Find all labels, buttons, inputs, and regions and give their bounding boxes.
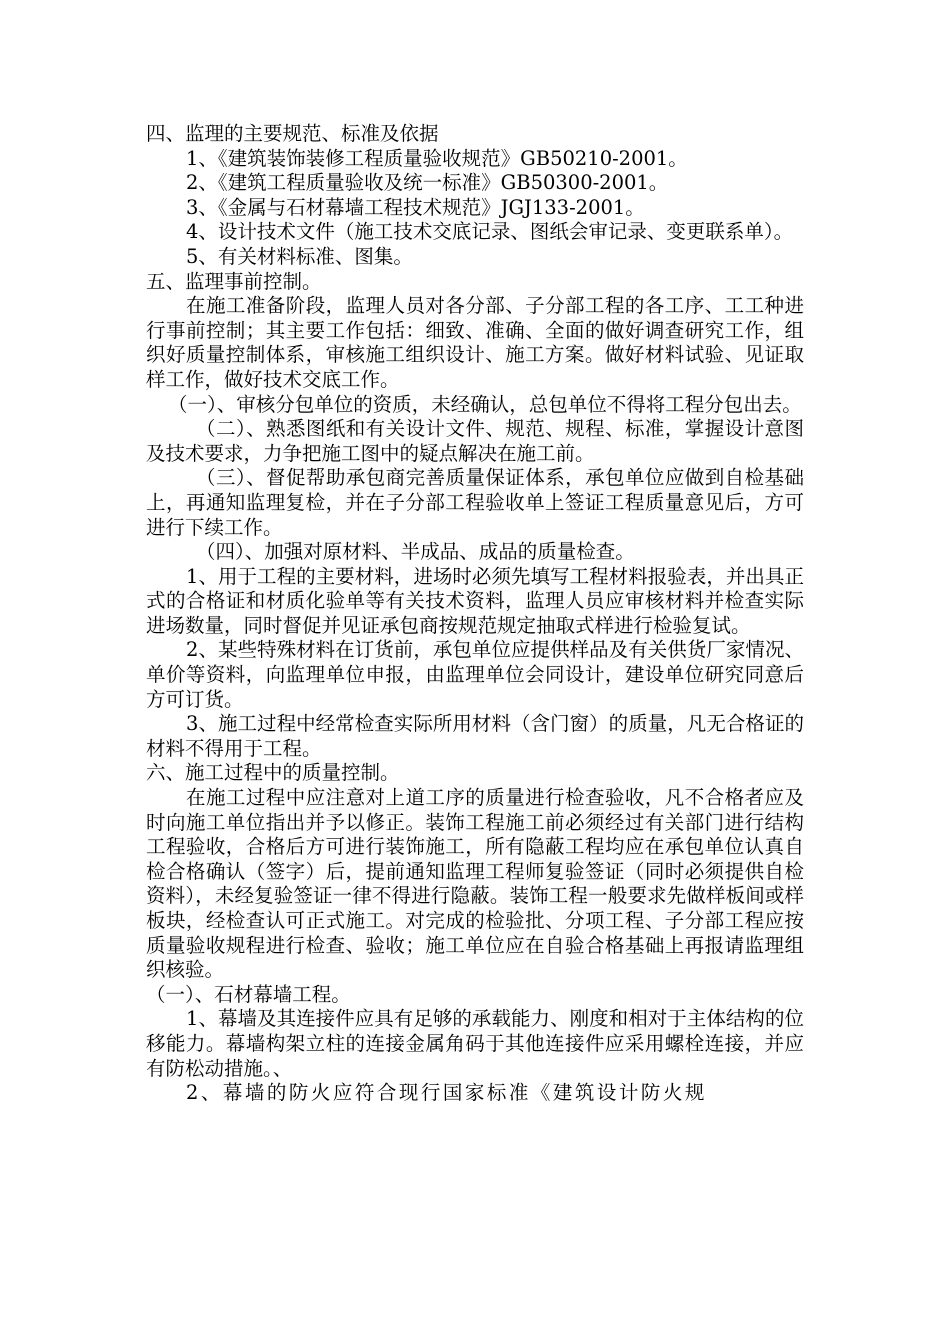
body-paragraph: 在施工过程中应注意对上道工序的质量进行检查验收，凡不合格者应及时向施工单位指出并予以修正。装饰工程施工前必须经过有关部门进行结构工程验收，合格后方可进行装饰施工，所有隐蔽工程均应在承包单位认真自检合格确认（签字）后，提前通知监理工程师复验签证（同时必须提供自检资料），未经复验签证一律不得进行隐蔽。装饰工程一般要求先做样板间或样板块，经检查认可正式施工。对完成的检验批、分项工程、子分部工程应按质量验收规程进行检查、验收；施工单位应在自验合格基础上再报请监理组织核验。 [146,786,804,982]
list-item: 3、《金属与石材幕墙工程技术规范》JGJ133-2001。 [186,195,645,219]
list-item: 1、用于工程的主要材料，进场时必须先填写工程材料报验表，并出具正式的合格证和材质化验单等有关技术资料，监理人员应审核材料并检查实际进场数量，同时督促并见证承包商按规范规定抽取式样进行检验复试。 [146,564,804,637]
list-item: 4、设计技术文件（施工技术交底记录、图纸会审记录、变更联系单）。 [186,220,794,244]
subsection-heading: （四）、加强对原材料、半成品、成品的质量检查。 [196,540,635,564]
list-item: 5、有关材料标准、图集。 [186,244,413,268]
list-item: 3、施工过程中经常检查实际所用材料（含门窗）的质量，凡无合格证的材料不得用于工程。 [146,712,804,760]
body-paragraph: 在施工准备阶段，监理人员对各分部、子分部工程的各工序、工工种进行事前控制；其主要工作包括：细致、准确、全面的做好调查研究工作，组织好质量控制体系，审核施工组织设计、施工方案。做好材料试验、见证取样工作，做好技术交底工作。 [146,294,804,391]
subsection-heading: （一）、石材幕墙工程。 [146,982,351,1006]
section-heading-6: 六、施工过程中的质量控制。 [146,761,400,785]
section-heading-5: 五、监理事前控制。 [146,269,322,293]
list-item: 1、幕墙及其连接件应具有足够的承载能力、刚度和相对于主体结构的位移能力。幕墙构架立柱的连接金属角码于其他连接件应采用螺栓连接，并应有防松动措施。、 [146,1007,804,1080]
list-item: 2、某些特殊材料在订货前，承包单位应提供样品及有关供货厂家情况、单价等资料，向监理单位申报，由监理单位会同设计，建设单位研究同意后方可订货。 [146,638,804,711]
subsection-paragraph: （三）、督促帮助承包商完善质量保证体系，承包单位应做到自检基础上，再通知监理复检，并在子分部工程验收单上签证工程质量意见后，方可进行下续工作。 [146,466,804,539]
list-item: 1、《建筑装饰装修工程质量验收规范》GB50210-2001。 [186,146,688,170]
subsection-paragraph: （二）、熟悉图纸和有关设计文件、规范、规程、标准，掌握设计意图及技术要求，力争把施工图中的疑点解决在施工前。 [146,417,804,465]
list-item: 2、幕墙的防火应符合现行国家标准《建筑设计防火规 [186,1081,707,1105]
list-item: 2、《建筑工程质量验收及统一标准》GB50300-2001。 [186,171,669,195]
document-body [146,122,804,1106]
subsection-paragraph: （一）、审核分包单位的资质，未经确认，总包单位不得将工程分包出去。 [168,392,802,416]
section-heading-4: 四、监理的主要规范、标准及依据 [146,122,439,145]
